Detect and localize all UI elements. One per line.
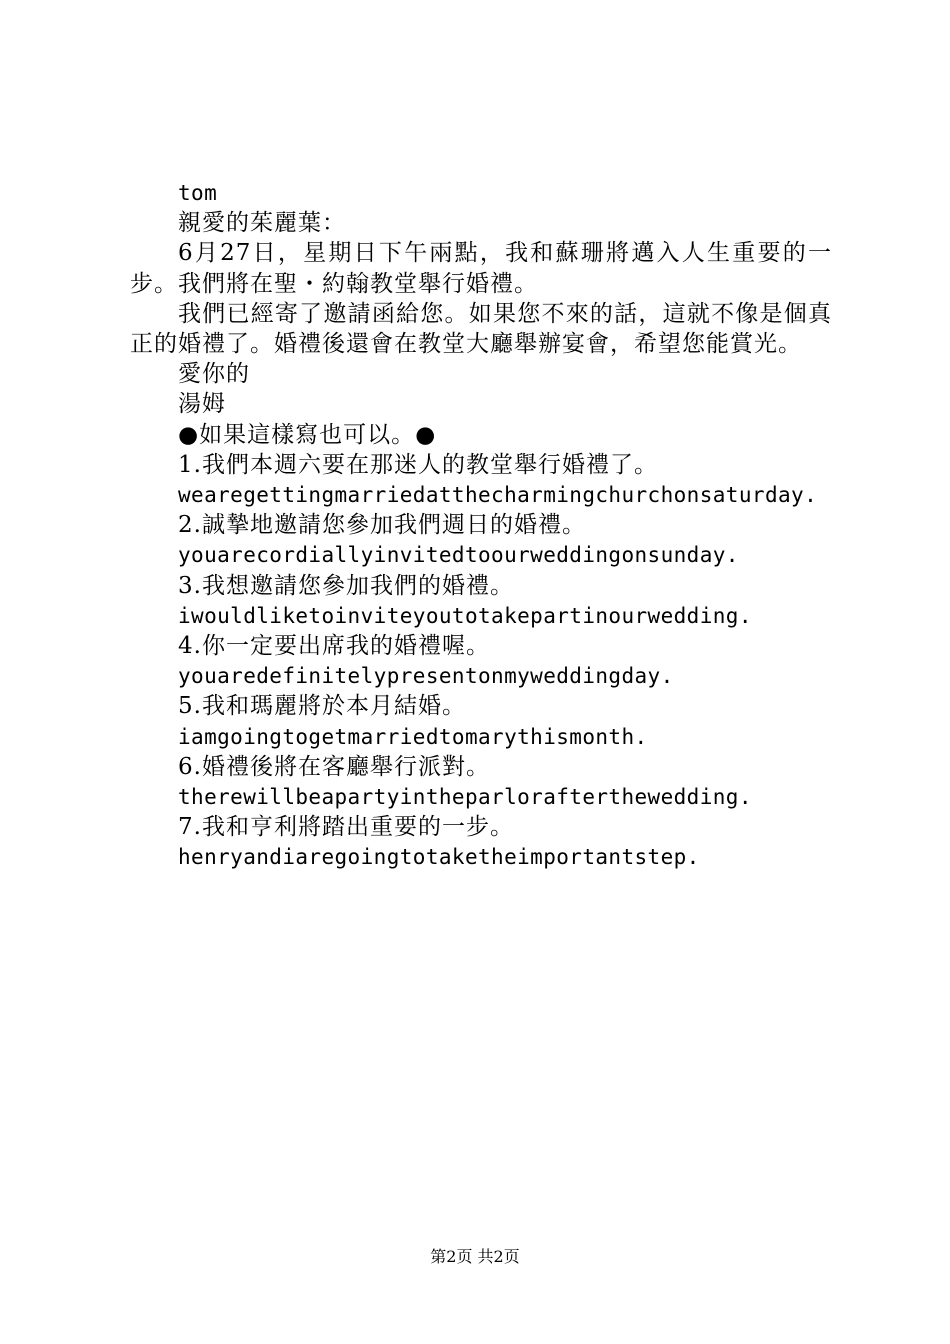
- example-2-zh: 2.誠摯地邀請您參加我們週日的婚禮。: [178, 512, 586, 539]
- example-2-en: youarecordiallyinvitedtoourweddingonsunday.: [178, 543, 739, 568]
- salutation: 親愛的茱麗葉：: [178, 210, 346, 237]
- letter-body: [130, 178, 832, 873]
- example-7-en: henryandiaregoingtotaketheimportantstep.: [178, 845, 700, 870]
- example-5-zh: 5.我和瑪麗將於本月結婚。: [178, 693, 466, 720]
- example-4-en: youaredefinitelypresentonmyweddingday.: [178, 664, 674, 689]
- signature: 湯姆: [178, 391, 226, 418]
- paragraph-invitation: 我們已經寄了邀請函給您。如果您不來的話，這就不像是個真正的婚禮了。婚禮後還會在教堂大廳舉辦宴會，希望您能賞光。: [130, 300, 832, 358]
- example-6-en: therewillbeapartyintheparlorafterthewedding.: [178, 785, 752, 810]
- example-4-zh: 4.你一定要出席我的婚禮喔。: [178, 633, 490, 660]
- example-3-en: iwouldliketoinviteyoutotakepartinourwedding.: [178, 603, 752, 628]
- page-number: 第2页 共2页: [430, 1247, 520, 1266]
- alternatives-heading: ●如果這樣寫也可以。●: [178, 421, 437, 448]
- example-7-zh: 7.我和亨利將踏出重要的一步。: [178, 814, 514, 841]
- greeting-name: tom: [178, 181, 218, 205]
- closing: 愛你的: [178, 361, 250, 388]
- example-6-zh: 6.婚禮後將在客廳舉行派對。: [178, 753, 490, 780]
- example-1-en: wearegettingmarriedatthecharmingchurchonsaturday.: [178, 483, 818, 508]
- example-3-zh: 3.我想邀請您參加我們的婚禮。: [178, 572, 514, 599]
- paragraph-date: 6月27日，星期日下午兩點，我和蘇珊將邁入人生重要的一步。我們將在聖・約翰教堂舉行婚禮。: [130, 240, 832, 297]
- example-1-zh: 1.我們本週六要在那迷人的教堂舉行婚禮了。: [178, 451, 658, 478]
- example-5-en: iamgoingtogetmarriedtomarythismonth.: [178, 724, 648, 749]
